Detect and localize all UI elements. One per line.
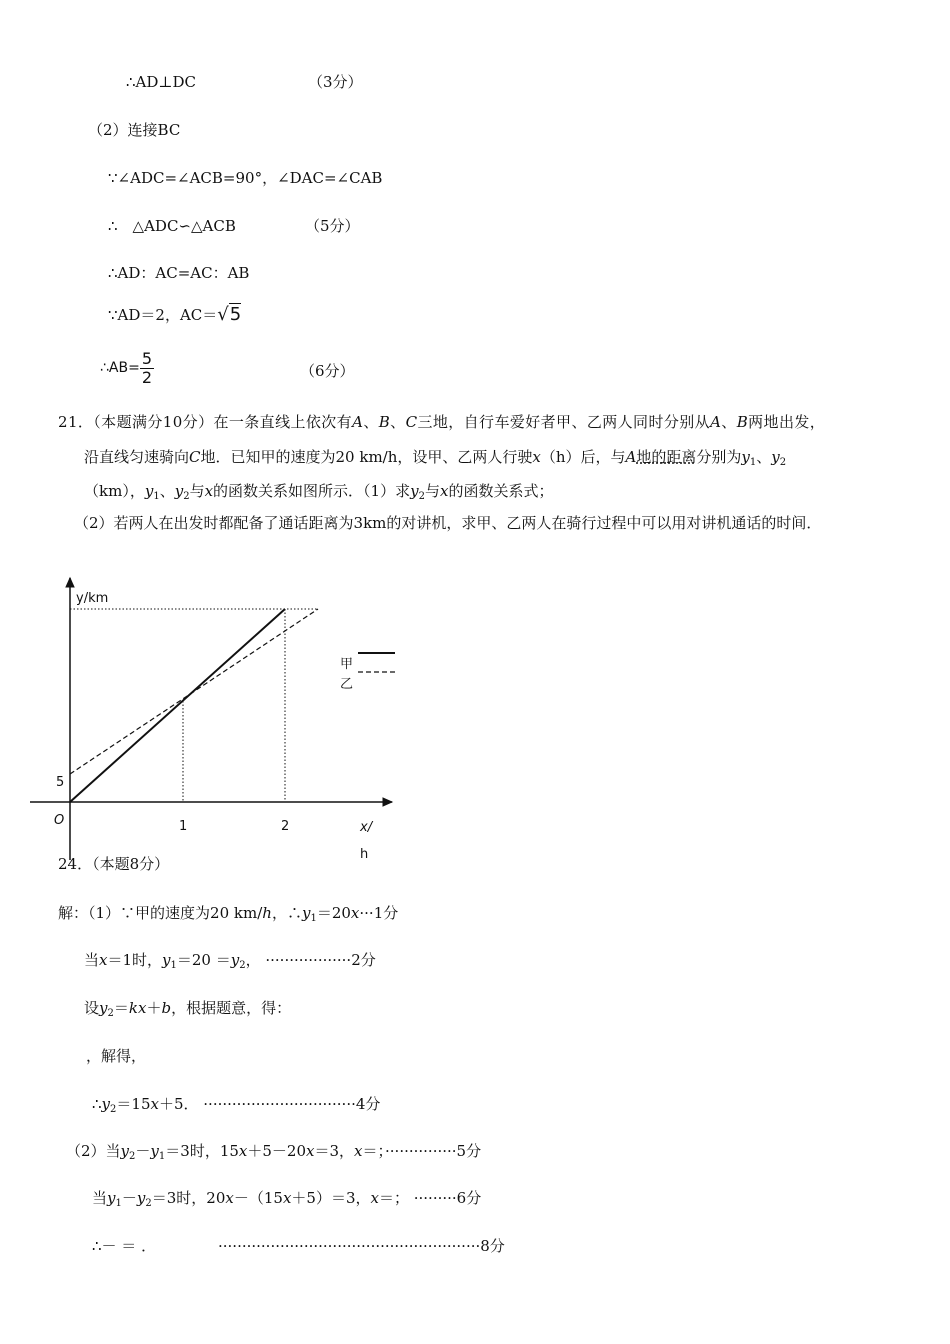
step2-score: ， ··················2分 (245, 951, 376, 969)
var-y: y (410, 482, 419, 500)
q21-text-c6: 的函数关系式； (448, 482, 554, 500)
var-y: y (101, 1095, 111, 1113)
subscript: 2 (110, 1104, 117, 1115)
subscript: 1 (153, 491, 160, 502)
q24-step-4: ，解得， (86, 1047, 147, 1065)
x-axis-unit: h (360, 847, 369, 862)
step2-text: ＝20 ＝ (176, 951, 231, 969)
q24-step-8: ∴－ ＝ ． (92, 1237, 157, 1255)
subscript: 2 (145, 1198, 152, 1209)
step1-text: 解：（1）∵甲的速度为20 km/ (58, 904, 263, 922)
step7-text: － (121, 1189, 137, 1207)
var-x: x (354, 1142, 363, 1160)
q24-step-6 (66, 1141, 481, 1167)
var-x: x (439, 482, 449, 500)
var-y: y (150, 1142, 159, 1160)
ab-result-prefix: ∴AB= (100, 360, 140, 376)
tick-x-1: 1 (179, 819, 188, 834)
var-x: x (238, 1142, 248, 1160)
var-y: y (230, 951, 240, 969)
fraction-five-halves (140, 350, 154, 387)
q24-step-3 (84, 998, 291, 1024)
var-y: y (99, 999, 108, 1017)
proof-ab-result (100, 347, 154, 388)
var-y: y (136, 1189, 146, 1207)
point-a: A (625, 448, 637, 466)
point-b: B (736, 413, 749, 431)
q21-text-b6: 、 (756, 448, 772, 466)
q24-step-5 (92, 1094, 380, 1120)
subscript: 2 (183, 491, 190, 502)
var-y: y (301, 904, 311, 922)
q21-sep: 、 (721, 413, 737, 431)
q21-line-1 (58, 412, 825, 432)
proof-line-angles: ∵∠ADC=∠ACB=90°，∠DAC=∠CAB (108, 169, 383, 187)
q21-text-c1: （km）， (84, 482, 145, 500)
proof-part2-heading: （2）连接BC (88, 121, 181, 139)
step3-text: ，根据题意，得： (171, 999, 292, 1017)
proof-score-6: （6分） (300, 362, 355, 380)
proof-line-1 (126, 72, 196, 92)
sqrt-five (217, 303, 241, 325)
point-a: A (352, 413, 364, 431)
var-y: y (741, 448, 750, 466)
proof-ratio: ∴AD：AC=AC：AB (108, 264, 250, 282)
var-y: y (162, 951, 171, 969)
q21-text-b5: 分别为 (696, 448, 742, 466)
fraction-denominator: 2 (141, 367, 153, 387)
step2-text: ＝1时， (107, 951, 163, 969)
var-x: x (204, 482, 214, 500)
fraction-numerator: 5 (141, 348, 153, 368)
point-a: A (710, 413, 722, 431)
q24-step-1 (58, 903, 398, 929)
subscript: 1 (310, 913, 317, 924)
tick-x-2: 2 (281, 819, 290, 834)
step7-text: ＋5）＝3， (291, 1189, 371, 1207)
var-y: y (771, 448, 780, 466)
step7-text: ＝3时，20 (151, 1189, 226, 1207)
q21-text-b2: 地．已知甲的速度为20 km/h，设甲、乙两人行驶 (200, 448, 533, 466)
step3-text: 设 (84, 999, 100, 1017)
legend-yi-label: 乙 (340, 677, 354, 692)
subscript: 1 (749, 457, 757, 468)
origin-label: O (54, 813, 65, 828)
var-x: x (150, 1095, 159, 1113)
q21-text-c4: 的函数关系如图所示．（1）求 (213, 482, 411, 500)
q21-text-c5: 与 (424, 482, 440, 500)
subscript: 2 (418, 491, 425, 502)
var-x: x (225, 1189, 234, 1207)
var-x: x (306, 1142, 315, 1160)
step3-text: ＋ (146, 999, 162, 1017)
subscript: 2 (239, 960, 246, 971)
var-x: x (350, 904, 360, 922)
subscript: 1 (158, 1151, 166, 1162)
unit-h: h (262, 904, 272, 922)
q24-step-8-score: ·······················································8分 (218, 1237, 505, 1255)
step6-score: ＝；···············5分 (362, 1142, 482, 1160)
q21-text-a1: 21．（本题满分10分）在一条直线上依次有 (58, 413, 353, 431)
point-c: C (405, 413, 418, 431)
step3-text: ＝ (113, 999, 129, 1017)
var-y: y (144, 482, 154, 500)
step1-text: ＝20 (316, 904, 351, 922)
step2-text: 当 (84, 951, 100, 969)
q24-step-7 (92, 1188, 481, 1214)
var-x: x (370, 1189, 379, 1207)
q24-step-2 (84, 950, 376, 976)
step1-text: ，∴ (271, 904, 302, 922)
var-y: y (120, 1142, 130, 1160)
step5-text: ∴ (92, 1095, 102, 1113)
y-axis-label: y/km (76, 591, 109, 606)
q21-text-b3: （h）后，与 (540, 448, 626, 466)
step6-text: ＝3时，15 (165, 1142, 239, 1160)
line-yi (70, 609, 318, 774)
q21-text-b4: 地的距离 (636, 448, 697, 466)
subscript: 1 (170, 960, 177, 971)
q21-text-c3: 与 (189, 482, 205, 500)
step6-text: ＝3， (314, 1142, 355, 1160)
var-x: x (282, 1189, 292, 1207)
proof-given-values (108, 305, 241, 325)
step6-text: （2）当 (66, 1142, 121, 1160)
q21-text-a2: 三地，自行车爱好者甲、乙两人同时分别从 (417, 413, 711, 431)
q21-text-c2: 、 (159, 482, 175, 500)
step7-text: －（15 (233, 1189, 283, 1207)
q21-part2: （2）若两人在出发时都配备了通话距离为3km的对讲机，求甲、乙两人在骑行过程中可以用对讲机通话的时间． (74, 514, 822, 532)
step7-score: ＝； ·········6分 (378, 1189, 482, 1207)
subscript: 2 (129, 1151, 136, 1162)
tick-y-5: 5 (56, 775, 65, 790)
step5-text: ＝15 (116, 1095, 151, 1113)
var-y: y (174, 482, 184, 500)
var-y: y (107, 1189, 116, 1207)
var-x: x (99, 951, 108, 969)
q21-line-2 (84, 447, 786, 473)
q21-text-a3: 两地出发， (748, 413, 826, 431)
point-b: B (378, 413, 391, 431)
q21-line-3 (84, 481, 553, 507)
step6-text: ＋5－20 (247, 1142, 307, 1160)
subscript: 2 (107, 1008, 114, 1019)
proof-score-5: （5分） (305, 217, 360, 235)
var-kx: kx (128, 999, 147, 1017)
line-jia (70, 609, 285, 802)
q24-title: 24．（本题8分） (58, 855, 170, 873)
x-axis-label: x/ (360, 820, 373, 835)
subscript: 2 (779, 457, 787, 468)
proof-similar-triangles: ∴ △ADC∽△ACB (108, 217, 236, 235)
proof-score-3: （3分） (308, 73, 363, 91)
point-c: C (189, 448, 201, 466)
var-b: b (161, 999, 172, 1017)
legend-jia-label: 甲 (340, 657, 354, 672)
q21-text-b1: 沿直线匀速骑向 (84, 448, 190, 466)
proof-conclusion-perpendicular: ∴AD⊥DC (126, 73, 197, 91)
step5-score: ＋5． ································4分 (158, 1095, 381, 1113)
sqrt-symbol: √ (217, 304, 229, 325)
step1-score: ···1分 (359, 904, 399, 922)
sqrt-radicand: 5 (229, 304, 242, 325)
q21-sep: 、 (390, 413, 406, 431)
distance-time-graph (20, 570, 410, 865)
step6-text: － (135, 1142, 151, 1160)
given-values-text: ∵AD＝2，AC＝ (108, 306, 218, 324)
step7-text: 当 (92, 1189, 108, 1207)
var-x: x (532, 448, 541, 466)
subscript: 1 (115, 1198, 122, 1209)
q21-sep: 、 (363, 413, 379, 431)
